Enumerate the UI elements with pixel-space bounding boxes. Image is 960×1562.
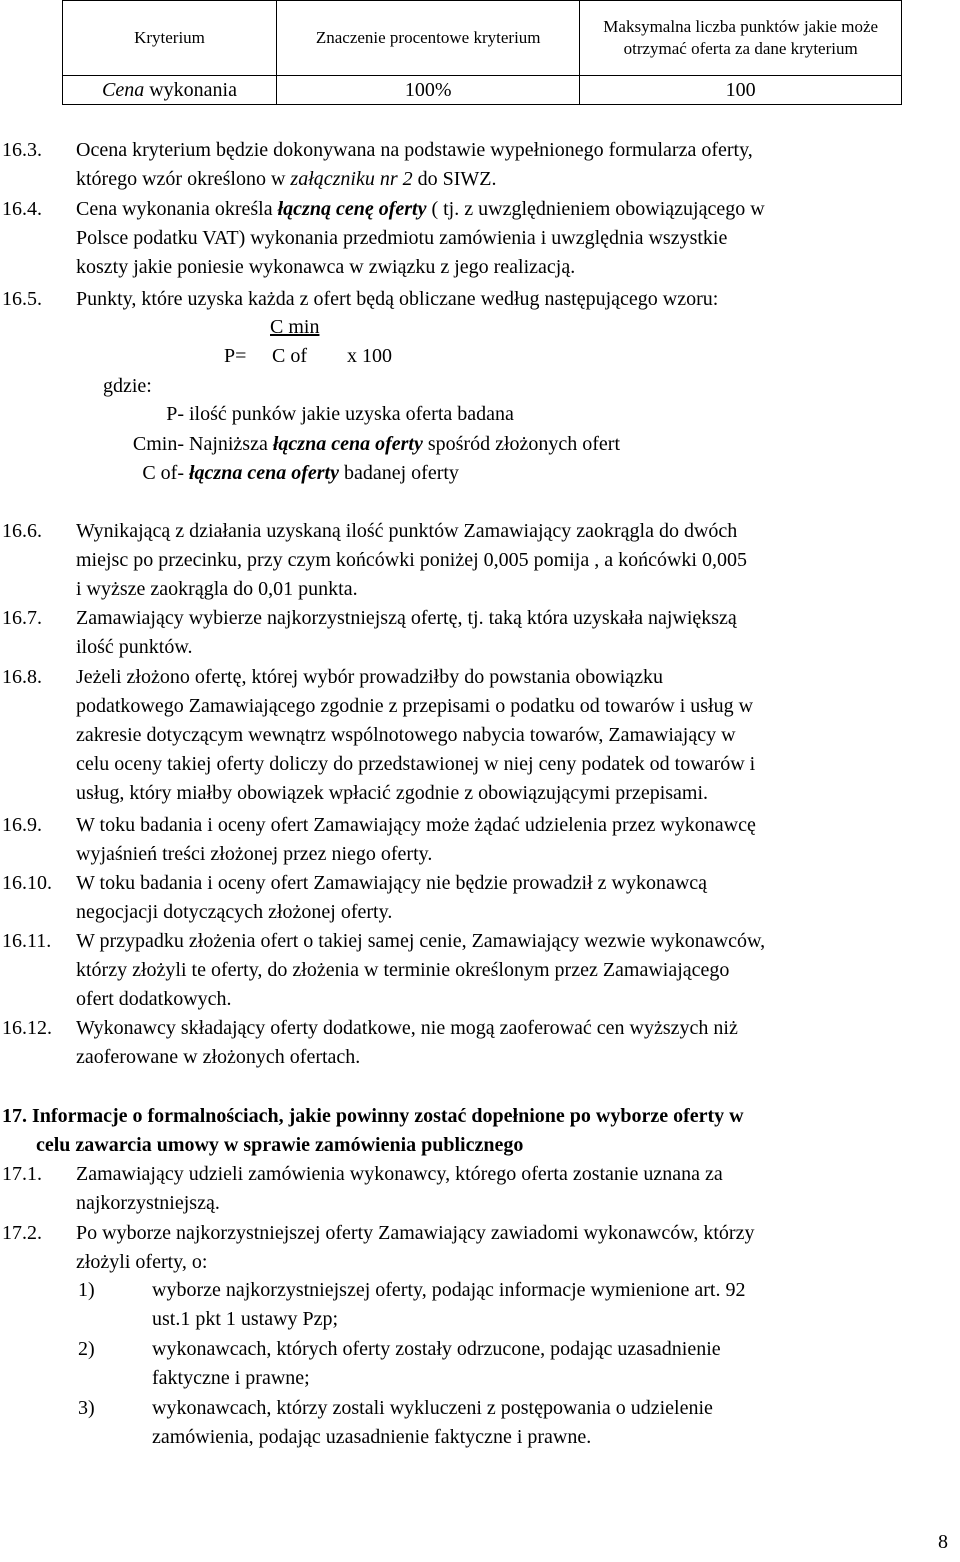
section-number: 17.1. xyxy=(2,1163,42,1185)
section-17-heading xyxy=(2,1102,744,1160)
text-line: Punkty, które uzyska każda z ofert będą obliczane według następującego wzoru: xyxy=(76,288,719,310)
text-line: Polsce podatku VAT) wykonania przedmiotu zamówienia i uwzględnia wszystkie xyxy=(76,227,728,249)
criterion-italic: Cena xyxy=(102,79,145,101)
text-fragment: Cena wykonania określa xyxy=(76,198,278,220)
section-text xyxy=(76,927,765,1014)
text-line: koszty jakie poniesie wykonawca w związku z jego realizacją. xyxy=(76,256,576,278)
text-line: Zamawiający udzieli zamówienia wykonawcy, którego oferta zostanie uznana za xyxy=(76,1163,723,1185)
section-text xyxy=(76,663,755,808)
def-text-cmin xyxy=(189,430,620,459)
text-line: Jeżeli złożono ofertę, której wybór prowadziłby do powstania obowiązku xyxy=(76,666,664,688)
text-fragment: spośród złożonych ofert xyxy=(422,433,621,455)
list-item-text xyxy=(152,1276,745,1334)
section-text xyxy=(76,285,718,314)
section-number: 16.3. xyxy=(2,139,42,161)
section-text xyxy=(76,869,707,927)
table-row xyxy=(63,76,902,105)
text-fragment: którego wzór określono w xyxy=(76,168,291,190)
heading-line: 17. Informacje o formalnościach, jakie powinny zostać dopełnione po wyborze oferty w xyxy=(2,1105,744,1127)
section-number: 16.4. xyxy=(2,198,42,220)
section-number: 16.9. xyxy=(2,814,42,836)
section-text xyxy=(76,136,753,194)
text-line: miejsc po przecinku, przy czym końcówki poniżej 0,005 pomija , a końcówki 0,005 xyxy=(76,549,747,571)
list-item-text xyxy=(152,1394,713,1452)
page-number: 8 xyxy=(938,1531,948,1553)
attachment-ref: załączniku nr 2 xyxy=(290,168,413,190)
list-item-text xyxy=(152,1335,721,1393)
text-fragment: Najniższa xyxy=(189,433,273,455)
text-line: Wynikającą z działania uzyskaną ilość punktów Zamawiający zaokrągla do dwóch xyxy=(76,520,738,542)
text-line: wykonawcach, których oferty zostały odrzucone, podając uzasadnienie xyxy=(152,1338,721,1360)
text-line: wyborze najkorzystniejszej oferty, podając informacje wymienione art. 92 xyxy=(152,1279,746,1301)
text-line: złożyli oferty, o: xyxy=(76,1251,208,1273)
section-text xyxy=(76,1219,754,1277)
text-line: zaoferowane w złożonych ofertach. xyxy=(76,1046,361,1068)
list-item-number: 3) xyxy=(78,1397,95,1419)
text-line: celu oceny takiej oferty doliczy do przedstawionej w niej ceny podatek od towarów i xyxy=(76,753,756,775)
text-line: ust.1 pkt 1 ustawy Pzp; xyxy=(152,1308,339,1330)
section-number: 16.12. xyxy=(2,1017,52,1039)
text-fragment: do SIWZ. xyxy=(412,168,497,190)
text-line: W toku badania i oceny ofert Zamawiający nie będzie prowadził z wykonawcą xyxy=(76,872,708,894)
def-term-p: P- xyxy=(166,403,184,425)
def-term-cof: C of- xyxy=(142,462,184,484)
section-number: 16.8. xyxy=(2,666,42,688)
def-text-cof xyxy=(189,459,459,488)
section-number: 16.7. xyxy=(2,607,42,629)
text-line: W toku badania i oceny ofert Zamawiający może żądać udzielenia przez wykonawcę xyxy=(76,814,756,836)
criterion-rest: wykonania xyxy=(144,79,237,101)
cell-percent: 100% xyxy=(277,76,580,105)
section-number: 16.11. xyxy=(2,930,52,952)
total-price-emphasis: łączną cenę oferty xyxy=(277,198,427,220)
section-number: 16.5. xyxy=(2,288,42,310)
header-percent: Znaczenie procentowe kryterium xyxy=(277,1,580,76)
text-line xyxy=(76,195,765,224)
text-line: Wykonawcy składający oferty dodatkowe, nie mogą zaoferować cen wyższych niż xyxy=(76,1017,738,1039)
section-number: 17.2. xyxy=(2,1222,42,1244)
formula-p: P= xyxy=(224,345,247,367)
cell-points: 100 xyxy=(580,76,902,105)
header-criterion: Kryterium xyxy=(63,1,277,76)
section-number: 16.10. xyxy=(2,872,52,894)
section-text xyxy=(76,604,737,662)
section-text xyxy=(76,1160,723,1218)
def-text-p: ilość punków jakie uzyska oferta badana xyxy=(189,403,514,425)
table-header-row xyxy=(63,1,902,76)
section-text xyxy=(76,811,756,869)
criteria-table xyxy=(62,0,902,105)
formula-numerator: C min xyxy=(270,316,320,338)
text-fragment: ( tj. z uwzględnieniem obowiązującego w xyxy=(426,198,765,220)
formula-multiplier: x 100 xyxy=(347,345,392,367)
text-line: wykonawcach, którzy zostali wykluczeni z postępowania o udzielenie xyxy=(152,1397,713,1419)
text-line: którzy złożyli te oferty, do złożenia w terminie określonym przez Zamawiającego xyxy=(76,959,730,981)
text-line: Zamawiający wybierze najkorzystniejszą ofertę, tj. taką która uzyskała największą xyxy=(76,607,737,629)
text-line: W przypadku złożenia ofert o takiej samej cenie, Zamawiający wezwie wykonawców, xyxy=(76,930,766,952)
text-line: wyjaśnień treści złożonej przez niego oferty. xyxy=(76,843,433,865)
total-price-emphasis: łączna cena oferty xyxy=(189,462,339,484)
text-line: podatkowego Zamawiającego zgodnie z przepisami o podatku od towarów i usług w xyxy=(76,695,754,717)
text-line: faktyczne i prawne; xyxy=(152,1367,310,1389)
text-line: zakresie dotyczącym wewnątrz wspólnotowego nabycia towarów, Zamawiający w xyxy=(76,724,736,746)
def-term-cmin: Cmin- xyxy=(132,433,184,455)
cell-criterion xyxy=(63,76,277,105)
section-number: 16.6. xyxy=(2,520,42,542)
formula-denominator: C of xyxy=(272,345,307,367)
text-fragment: badanej oferty xyxy=(338,462,459,484)
text-line: najkorzystniejszą. xyxy=(76,1192,220,1214)
section-text xyxy=(76,517,747,604)
text-line: Po wyborze najkorzystniejszej oferty Zamawiający zawiadomi wykonawców, którzy xyxy=(76,1222,755,1244)
list-item-number: 1) xyxy=(78,1279,95,1301)
header-max-points: Maksymalna liczba punktów jakie może otrzymać oferta za dane kryterium xyxy=(580,1,902,76)
section-text xyxy=(76,1014,738,1072)
text-line: usług, który miałby obowiązek wpłacić zgodnie z obowiązującymi przepisami. xyxy=(76,782,709,804)
text-line: negocjacji dotyczących złożonej oferty. xyxy=(76,901,393,923)
list-item-number: 2) xyxy=(78,1338,95,1360)
text-line: zamówienia, podając uzasadnienie faktyczne i prawne. xyxy=(152,1426,592,1448)
text-line xyxy=(76,165,753,194)
text-line: ofert dodatkowych. xyxy=(76,988,232,1010)
text-line: i wyższe zaokrągla do 0,01 punkta. xyxy=(76,578,358,600)
text-line: ilość punktów. xyxy=(76,636,193,658)
text-line: Ocena kryterium będzie dokonywana na podstawie wypełnionego formularza oferty, xyxy=(76,139,753,161)
section-text xyxy=(76,195,765,282)
total-price-emphasis: łączna cena oferty xyxy=(272,433,423,455)
section-16-3 xyxy=(0,136,960,196)
where-label: gdzie: xyxy=(103,375,152,397)
heading-line: celu zawarcia umowy w sprawie zamówienia publicznego xyxy=(36,1134,524,1156)
